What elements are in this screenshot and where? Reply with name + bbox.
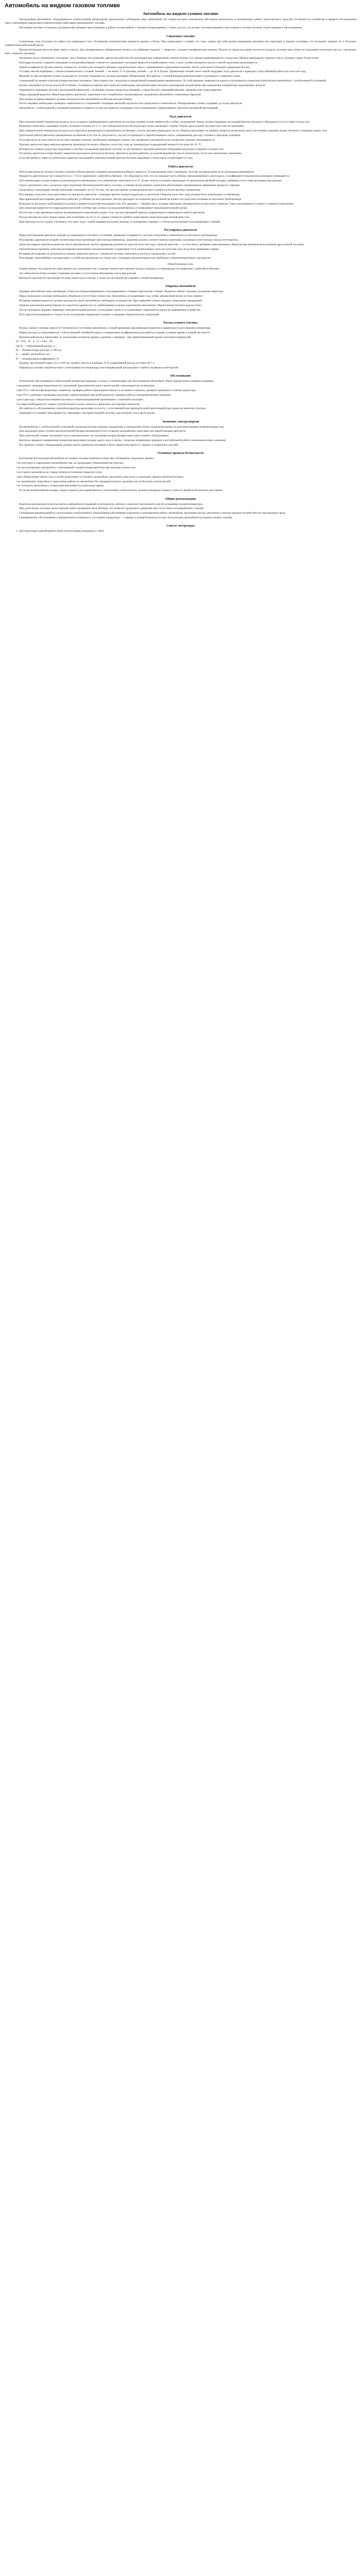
section-paragraph: Безопасная эксплуатация автомобиля на газовом топливе возможна только при соблюдении следующих правил: [19,457,154,461]
section-paragraph: Перед подъездом к колонке необходимо убедиться в отсутствии утечки газа. Автомобиль устанавливают так, чтобы заправочный шланг не был натянут. [19,295,203,298]
section [5,497,356,520]
section-paragraph: Расход газового топлива зависит от технического состояния автомобиля, условий движения, квалификации водителя и правильности регулировки аппаратуры. [19,326,212,330]
section-title: Регулировка двигателя [164,229,197,232]
section-paragraph: Для продления срока службы аккумуляторной батареи рекомендуется не оставлять включённым зажигание при неработающем двигателе. [19,430,186,433]
subsection-paragraph: Это объясняется более полным сгоранием топлива и отсутствием обогащения смеси при разгоне. [19,272,137,276]
section-paragraph: Баллон заполняют не более чем на 90 % объёма. Оставшееся паровое пространство необходимо для компенсации теплового расширения жидкой фазы при повышении температуры окружающего воздуха. [19,83,266,87]
section-title: Заправка автомобиля [165,285,196,289]
list-item: • по мере необходимости: замена уплотнительных колец, шлангов и фильтров, регулировка смесителя. [16,402,140,406]
section-title: Общие рекомендации [165,497,196,501]
document-page [0,0,361,541]
section-paragraph: Для снижения вероятности повреждения впускной системы при хлопках на воздушный фильтр устанавливают предохранительный клапан. [19,207,188,210]
section-paragraph: После окончания заправки закрывают наполнительный вентиль, отсоединяют шланг и устанавливают защитный колпачок на заправочное устройство. [19,308,201,312]
section-paragraph: Прогрев двигателя перед началом движения производят на малых оборотах холостого хода до температуры охлаждающей жидкости не ниже 40–50 °С. [19,143,202,146]
section-paragraph: Водителю рекомендуется всегда иметь в автомобиле исправный огнетушитель, аптечку и комплект инструмента для обслуживания газовой аппаратуры. [19,502,203,506]
list-item: • не ставить автомобиль на стоянку вблизи источников открытого огня; [16,470,102,474]
section-paragraph: Перед регулировкой двигатель доводят до нормального теплового состояния, проверяют исправность системы зажигания и герметичность впускного трубопровода. [19,234,218,238]
section-title: Обслуживание [170,375,191,378]
section-paragraph: Включают зажигание, нажимают кнопку пускового клапана на 1–2 с для заполнения полостей редуктора газом и включают стартер. Педаль дроссельной заслонки при этом не нажимают. [19,125,245,128]
section-paragraph: Пуск двигателя разрешается только после отключения заправочного шланга и проверки герметичности соединений. [19,313,160,316]
section-paragraph: При правильной регулировке двигатель работает устойчиво на всех режимах, быстро реагирует на открытие дроссельной заслонки и не допускает вспышек во впускном трубопроводе. [19,197,242,201]
list-item: • при ТО-1: очистка фильтрующих элементов, проверка работы предохранительного и пускового клапанов, проверка давления в ступенях редуктора; [16,389,196,393]
section-paragraph: Сжиженные газы получают из нефти или природного газа. Основными компонентами являются пропан и бутан. При нормальных условиях это газы, однако при небольшом повышении давления они переходят в жидкое состояние, что позволяет хранить их в баллонах сравнительно небольшой массы. [5,40,356,47]
section-paragraph: Пример: при базовой норме 13,5 л/100 км, пробеге 200 км и надбавке 10 % нормативный расход составит 29,7 л. [19,362,155,365]
references-list [5,530,356,533]
section-paragraph: Фактический расход определяют по показаниям указателя уровня и данным о заправках. Для ориентировочной оценки пользуются формулой: [19,335,192,339]
section-paragraph: Перед заправкой водитель обязан выключить двигатель, зажигание и все потребители электроэнергии, затормозить автомобиль стояночным тормозом. [19,93,202,96]
formula-line: Q = 0,01 · H · S · (1 + 0,01 · D) [16,340,53,344]
section-paragraph: Смесь сжиженного газа с воздухом горит медленнее бензовоздушной смеси, поэтому установка более раннего зажигания обеспечивает своевременное завершение процесса сгорания. [19,184,240,188]
section-paragraph: Соблюдение рекомендаций по эксплуатации газобаллонного оборудования обеспечивает надёжную и экономичную работу автомобиля, продлевает ресурс двигателя и снижает вредное воздействие на окружающую среду. [19,512,286,515]
section-title: Расход газового топлива [163,321,198,325]
section-paragraph: Остановку двигателя осуществляют закрытием расходного вентиля на баллоне. Двигатель должен работать до полной выработки газа из магистрали, после чего выключают зажигание. [19,152,243,156]
section-paragraph: Техническое обслуживание газобаллонной аппаратуры проводят в сроки, установленные для обслуживания автомобиля. Ниже перечислены основные операции: [19,380,214,383]
section-title: Основные правила безопасности [157,452,204,455]
section-paragraph: Все работы по обслуживанию газовой аппаратуры выполняют на посту с естественной или принудительной вентиляцией при закрытых вентилях баллона. [19,407,207,411]
section [5,420,356,448]
section-paragraph: Октановое число сжиженного газа выше, чем у бензина, что позволяет двигателю работать без детонации при повышенной степени сжатия. Газ хорошо перемешивается с воздухом, образуя однородную горючую смесь, которая сгорает более полно. [19,56,320,60]
section-paragraph: Заправку автомобиля газом производят только на специализированных газозаправочных станциях персоналом станции. Водитель обязан следовать указаниям оператора. [19,290,224,294]
section [5,451,356,493]
list-item: • не оставлять автомобиль с открытыми вентилями на длительное время. [16,484,105,488]
section-title: Пуск двигателя [169,115,192,118]
list-item: • при обнаружении запаха газа в салоне немедленно остановить автомобиль, выключить двигатель и зажигание, закрыть вентили баллона; [16,475,184,479]
section [5,284,356,317]
section-paragraph: Пассажиры во время заправки должны находиться вне автомобиля на безопасном расстоянии. [19,97,133,101]
section-paragraph: Запрещается устранять неисправности, связанные с разгерметизацией системы, при наличии газа в магистралях. [19,412,156,415]
section-paragraph: Если двигатель не запускается после трёх-четырёх попыток, необходимо перекрыть подачу газа, проветрить моторный отсек и выяснить причину неисправности. [19,138,215,142]
document-title: Автомобиль на жидком газовом топливе [143,11,218,16]
section-paragraph: На спусках и при движении накатом не рекомендуется выключать подачу газа, так как повторный переход сопровождается провалами в работе двигателя. [19,211,205,215]
section-paragraph: При длительной стоянке отключают массу выключателем, что исключает разряд батареи через цепи газового оборудования. [19,434,169,438]
section-paragraph: Сжиженный газ является весьма пожароопасным топливом. Смесь паров газа с воздухом в определённой концентрации взрывоопасна. По этой причине запрещается курить и пользоваться открытым огнём вблизи автомобиля с газобаллонной установкой. [19,79,327,83]
section-paragraph: Зазор между электродами свечей зажигания уменьшают до 0,5–0,6 мм, так как для пробоя газовоздушной смеси требуется более высокое напряжение. [19,189,201,192]
section-paragraph: При положительной температуре воздуха пуск холодного карбюраторного двигателя на газовом топливе осуществляется без особых затруднений. Перед пуском открывают расходный вентиль баллона и убеждаются в отсутствии утечки газа. [19,120,311,124]
list-item: • не допускать к управлению автомобилем лиц, не прошедших специальный инструктаж; [16,462,124,465]
subsection-paragraph: Отработавшие газы двигателя, работающего на сжиженном газе, содержат значительно меньше оксида углерода и углеводородов по сравнению с работой на бензине. [19,267,220,271]
formula-line: где Q — нормативный расход, л; [16,344,56,348]
section-paragraph: Пропан-бутановая смесь не имеет цвета и запаха. Для своевременного обнаружения утечек в газ добавляют одорант — вещество с резким специфическим запахом. Плотность паров газа выше плотности воздуха, поэтому при утечке газ скапливается в низких местах: смотровых ямах, подвалах, колодцах. [5,48,356,56]
section-title: Сжиженное топливо [166,35,195,38]
section-paragraph: Вспышки во впускном трубопроводе («хлопки») являются опасной неисправностью. Их причины — бедная смесь, позднее зажигание, негерметичность впускных клапанов. Такую неисправность следует устранять немедленно. [19,202,294,206]
list-item: • не эксплуатировать автомобиль с неисправной газовой аппаратурой или при наличии утечки газа; [16,466,136,469]
references-title: Список литературы [166,524,195,528]
list-item: • не производить сварочные и окрасочные работы на автомобиле без предварительного удаления газа из баллона и магистралей; [16,480,171,483]
section [5,115,356,161]
section-paragraph: Длительная работа двигателя одновременно на бензине и на газе не допускается, так как это приводит к переобогащению смеси, повышенному расходу топлива и перегреву клапанов. [19,134,241,138]
section-paragraph: Во время регулировки не допускается снимать защитные кожухи с элементов системы зажигания и касаться токоведущих частей. [19,252,176,256]
section [5,374,356,415]
section-paragraph: При длительных поездках целесообразно иметь резервный запас бензина, что позволит продолжить движение при отсутствии газозаправочных станций. [19,507,204,511]
section-paragraph: Регулировку давления во второй ступени редуктора производят при помощи манометра. Давление должно соответствовать значениям, указанным в инструкции завода-изготовителя. [19,239,239,242]
section-paragraph: Во время заправки водитель должен находиться около автомобиля и наблюдать за процессом. При появлении утечки заправку немедленно прекращают. [19,299,203,303]
section-paragraph: После заправки необходимо проверить герметичность соединений с помощью мыльной эмульсии или специального течеискателя. Обнаруженные утечки устраняют до пуска двигателя. [19,102,243,106]
reference-item: 1. Для подготовки данной работы были использованы материалы с сайта [16,530,104,533]
formula-line: S — пробег автомобиля, км; [16,353,50,357]
subsection-title: Отработавшие газы [167,262,194,266]
list-item: • при ТО-2: разборка и промывка редуктора, замена мембран при необходимости, проверка работы электромагнитных клапанов; [16,393,171,397]
section-paragraph: Перерасход топлива свидетельствует о неисправности аппаратуры или неправильной регулировке и требует проверки в мастерской. [19,366,179,369]
section [5,228,356,280]
section-paragraph: Испаритель газового редуктора подключён к системе охлаждения двигателя, поэтому до достаточного прогрева возможно обмерзание редуктора и перебои в подаче газа. [19,147,225,151]
section-paragraph: Запрещается заправлять баллон с неисправной арматурой, с истёкшим сроком освидетельствования, а также баллон, имеющий вмятины, трещины или следы коррозии. [19,88,222,92]
section-paragraph: Зимой испаряемость бутана заметно снижается, поэтому для холодного времени года выпускают смесь с повышенным содержанием пропана. Летом допускается большее содержание бутана. [19,65,250,69]
section-paragraph: Нормы расхода устанавливаются с учётом базовой линейной нормы и поправочных коэффициентов для работы в городе, в зимнее время, в горной местности. [19,331,211,334]
list-item: • раз в два года: освидетельствование баллона в специализированной организации с отметкой в паспорте; [16,398,144,401]
section-paragraph: Своевременное обслуживание и внимательное отношение к состоянию аппаратуры — главные условия безопасности при эксплуатации автомобиля на жидком газовом топливе. [19,516,233,520]
section-paragraph: Затем регулируют винтом количества смеси минимальную частоту вращения коленчатого вала на холостом ходу, а винтом качества — состав смеси, добиваясь максимальных оборотов при неизменном положении дроссельной заслонки. [19,243,305,246]
section-paragraph: При отрицательной температуре воздуха пуск двигателя рекомендуется производить на бензине, а после прогрева переходить на газ. Переход выполняют на средних оборотах коленчатого вала, постепенно закрывая подачу бензина и открывая подачу газа. [19,129,328,133]
section-title: Работа двигателя [168,165,193,168]
section-paragraph: В случае возникновения пожара следует закрыть расходный вентиль, использовать огнетушитель, вызвать пожарную охрану и отвести людей на безопасное расстояние. [19,489,223,493]
formula-line: D — поправочный коэффициент, %. [16,357,60,361]
subsection-paragraph: Контроль токсичности производят не реже одного раза в месяц, а также после каждой регулировки газовой аппаратуры. [19,277,164,280]
list-item: • ежедневно: проверка герметичности соединений, крепления баллона и магистралей, слив конденсата из фильтра; [16,384,155,388]
section-paragraph: Автомобиль с газобаллонной установкой разрешается хранить только на открытых площадках или в помещениях, оборудованных приточно-вытяжной вентиляцией. [19,107,219,110]
intro-paragraph: Настоящее пособие составлено для водителей, впервые приступающих к работе на автомобиле с газовым оборудованием, а также для тех, кто желает систематизировать свои знания о системе питания, её регулировке и обслуживании. [19,26,303,30]
intro-paragraph: Эксплуатация автомобиля, оборудованного газобаллонной аппаратурой, предполагает соблюдение ряда требований, без знания которых невозможно обеспечить безопасную и экономичную работу транспортного средства. Особенности устройства и правила обслуживания такого автомобиля определяются физическими свойствами применяемого топлива. [5,18,356,25]
section-paragraph: Мощность двигателя на газе снижается на 5–7 % по сравнению с работой на бензине. Это объясняется тем, что газ занимает часть объёма, предназначенного для воздуха, и коэффициент наполнения цилиндров уменьшается. [19,175,290,178]
section-paragraph: Составы смесей подбирают с учётом климатических условий: зимний — не менее 75 % пропана, летний — до 50 % бутана. Применение летней смеси зимой затрудняет пуск двигателя и приводит к неустойчивой работе на холостом ходу. [19,70,306,74]
section-paragraph: Если автомобиль ставят на длительное хранение, расходный и наполнительный вентили баллона закрывают, а магистраль освобождают от газа. [19,157,194,160]
section-paragraph: Уровень наполнения контролируют по указателю уровня или по срабатыванию клапана ограничения наполнения. Переполнение баллона недопустимо. [19,303,202,307]
section-paragraph: Контроль зарядного напряжения генератора выполняют не реже одного раза в месяц. Снижение напряжения приводит к нестабильной работе электромагнитных клапанов. [19,439,227,443]
section [5,165,356,225]
section-paragraph: На автомобилях с газобаллонной установкой электромагнитные клапаны, индикаторы и электронные блоки управления являются дополнительными потребителями тока. [19,425,225,429]
section-paragraph: Благодаря полному сгоранию уменьшается нагарообразование, снижается содержание токсичных веществ в отработавших газах, а срок службы моторного масла и свечей зажигания увеличивается. [19,61,258,64]
section-paragraph: Для компенсации потери мощности рекомендуется увеличивать угол опережения зажигания на 4–6°. Более точную установку производят по результатам пробной поездки, добиваясь отсутствия детонации при разгоне. [19,179,283,183]
section-paragraph: Регулировку экономайзера и дозирующего устройства производят на стенде или с помощью динамометрических приборов в специализированных мастерских. [19,257,212,260]
page-title: Автомобиль на жидком газовом топливе [5,3,121,9]
section [5,321,356,370]
intro-block [5,18,356,30]
section-paragraph: Окончательную проверку качества регулировки выполняют газоанализатором. Содержание СО в отработавших газах на холостом ходу не должно превышать нормы. [19,247,219,251]
section-title: Экономия электроэнергии [162,420,199,423]
formula-line: H — базовая норма расхода, л/100 км; [16,349,62,352]
section-paragraph: Регулировку холостого хода выполняют на прогретом двигателе с помощью винтов газового редуктора и смесителя. Обороты холостого хода должны быть минимально устойчивыми. [19,193,240,196]
sections-container [5,35,356,520]
section-paragraph: Работа двигателя на газовом топливе отличается более мягким и ровным протеканием рабочего процесса. Газовоздушная смесь однородна, поэтому распределение её по цилиндрам равномерное. [19,170,255,174]
section-paragraph: Все провода газового оборудования должны иметь надёжную изоляцию и быть закреплены вдали от горячих и подвижных деталей. [19,443,179,447]
section-paragraph: Жидкий газ при испарении сильно охлаждается, поэтому попадание его на кожу вызывает обморожение. Все работы с газовой аппаратурой выполняют в рукавицах и защитных очках. [19,75,241,78]
section [5,35,356,111]
section-paragraph: Расход топлива на газе в литрах выше, чем на бензине, на 10–15 %, однако стоимость пробега существенно ниже благодаря низкой цене газа. [19,216,190,219]
section-paragraph: При переходе на газ следует учитывать, что запас хода с одной заправки несколько меньше, и планировать маршрут с учётом расположения газозаправочных станций. [19,220,221,224]
